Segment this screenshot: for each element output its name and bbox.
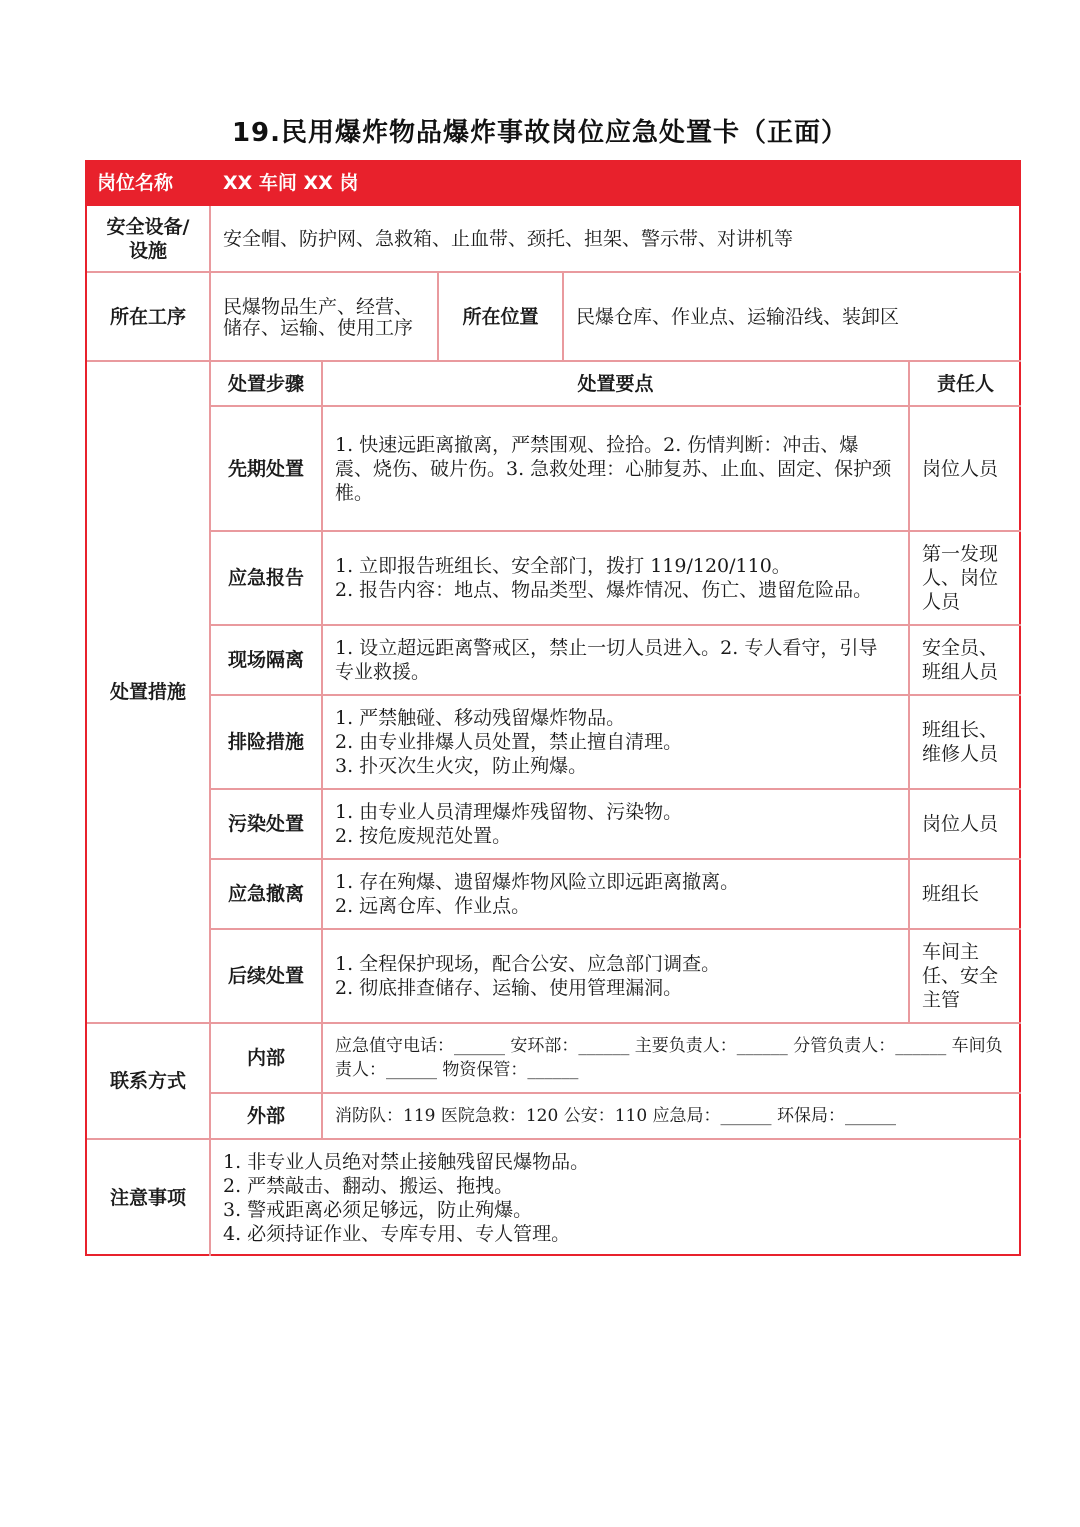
process-value bbox=[211, 273, 439, 362]
point-line: 2. 按危废规范处置。 bbox=[335, 825, 512, 847]
col-step-header: 处置步骤 bbox=[211, 362, 323, 407]
person-cell: 岗位人员 bbox=[910, 790, 1021, 860]
person-text: 车间主任、安全主管 bbox=[922, 941, 999, 1011]
internal-contacts bbox=[323, 1024, 1021, 1094]
step-cell: 排险措施 bbox=[211, 696, 323, 790]
equipment-label-text: 安全设备/设施 bbox=[106, 215, 190, 262]
point-line: 1. 由专业人员清理爆炸残留物、污染物。 bbox=[335, 801, 683, 823]
point-cell bbox=[323, 532, 910, 626]
point-line: 2. 彻底排查储存、运输、使用管理漏洞。 bbox=[335, 977, 683, 999]
step-cell: 先期处置 bbox=[211, 407, 323, 532]
emergency-card bbox=[85, 160, 1021, 1256]
point-line: 1. 严禁触碰、移动残留爆炸物品。 bbox=[335, 707, 626, 729]
point-text: 1. 设立超远距离警戒区，禁止一切人员进入。2. 专人看守，引导专业救援。 bbox=[335, 637, 878, 683]
note-item: 3. 警戒距离必须足够远，防止殉爆。 bbox=[223, 1199, 533, 1221]
equipment-label bbox=[87, 206, 211, 273]
col-point-header: 处置要点 bbox=[323, 362, 910, 407]
point-cell bbox=[323, 790, 910, 860]
point-line: 1. 全程保护现场，配合公安、应急部门调查。 bbox=[335, 953, 721, 975]
step-cell: 现场隔离 bbox=[211, 626, 323, 696]
point-line: 3. 扑灭次生火灾，防止殉爆。 bbox=[335, 755, 588, 777]
process-value-text: 民爆物品生产、经营、储存、运输、使用工序 bbox=[223, 295, 414, 339]
external-label: 外部 bbox=[211, 1094, 323, 1140]
note-item: 1. 非专业人员绝对禁止接触残留民爆物品。 bbox=[223, 1151, 590, 1173]
person-cell bbox=[910, 930, 1021, 1024]
point-line: 2. 由专业排爆人员处置，禁止擅自清理。 bbox=[335, 731, 683, 753]
step-cell: 后续处置 bbox=[211, 930, 323, 1024]
person-cell: 班组长 bbox=[910, 860, 1021, 930]
location-label: 所在位置 bbox=[439, 273, 564, 362]
person-cell: 岗位人员 bbox=[910, 407, 1021, 532]
post-name-value: XX 车间 XX 岗 bbox=[211, 162, 1021, 206]
measures-label: 处置措施 bbox=[87, 362, 211, 1024]
internal-label: 内部 bbox=[211, 1024, 323, 1094]
process-label: 所在工序 bbox=[87, 273, 211, 362]
person-text: 安全员、班组人员 bbox=[922, 637, 999, 683]
person-cell bbox=[910, 626, 1021, 696]
person-cell bbox=[910, 532, 1021, 626]
point-cell bbox=[323, 407, 910, 532]
step-cell: 应急报告 bbox=[211, 532, 323, 626]
external-contacts: 消防队：119 医院急救：120 公安：110 应急局：______ 环保局：______ bbox=[323, 1094, 1021, 1140]
notes-list bbox=[211, 1140, 1021, 1256]
point-line: 1. 存在殉爆、遗留爆炸物风险立即远距离撤离。 bbox=[335, 871, 740, 893]
col-person-header: 责任人 bbox=[910, 362, 1021, 407]
point-text: 1. 快速远距离撤离，严禁围观、捡拾。2. 伤情判断：冲击、爆震、烧伤、破片伤。3. 急救处理：心肺复苏、止血、固定、保护颈椎。 bbox=[335, 433, 892, 504]
step-cell: 应急撤离 bbox=[211, 860, 323, 930]
location-value: 民爆仓库、作业点、运输沿线、装卸区 bbox=[564, 273, 1021, 362]
point-line: 2. 远离仓库、作业点。 bbox=[335, 895, 531, 917]
point-line: 1. 立即报告班组长、安全部门，拨打 119/120/110。 bbox=[335, 555, 791, 577]
note-item: 2. 严禁敲击、翻动、搬运、拖拽。 bbox=[223, 1175, 514, 1197]
person-text: 第一发现人、岗位人员 bbox=[922, 543, 999, 613]
contact-label: 联系方式 bbox=[87, 1024, 211, 1140]
point-cell bbox=[323, 696, 910, 790]
step-cell: 污染处置 bbox=[211, 790, 323, 860]
point-line: 2. 报告内容：地点、物品类型、爆炸情况、伤亡、遗留危险品。 bbox=[335, 579, 873, 601]
person-cell bbox=[910, 696, 1021, 790]
point-cell bbox=[323, 860, 910, 930]
card-title: 19.民用爆炸物品爆炸事故岗位应急处置卡（正面） bbox=[231, 118, 849, 148]
internal-contacts-text: 应急值守电话：______ 安环部：______ 主要负责人：______ 分管负责人：______ 车间负责人：______ 物资保管：______ bbox=[335, 1036, 1003, 1080]
equipment-value: 安全帽、防护网、急救箱、止血带、颈托、担架、警示带、对讲机等 bbox=[211, 206, 1021, 273]
notes-label: 注意事项 bbox=[87, 1140, 211, 1256]
point-cell bbox=[323, 930, 910, 1024]
point-cell bbox=[323, 626, 910, 696]
post-name-label: 岗位名称 bbox=[87, 162, 211, 206]
note-item: 4. 必须持证作业、专库专用、专人管理。 bbox=[223, 1223, 571, 1245]
person-text: 班组长、维修人员 bbox=[922, 719, 999, 765]
